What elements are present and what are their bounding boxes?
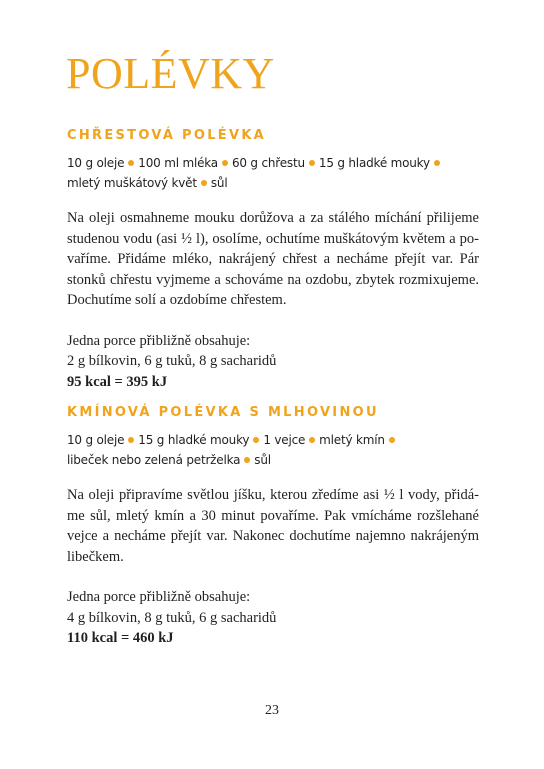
ingredient: 15 g hladké mouky (138, 433, 250, 447)
recipe-caraway-soup (67, 405, 479, 649)
ingredient-list (67, 430, 479, 470)
method-line: libečkem. (67, 548, 124, 565)
method-line: me sůl, mletý kmín a 30 minut povaříme. Pak vmícháme rozšlehané (67, 507, 479, 524)
bullet-dot-icon (309, 437, 315, 443)
ingredient-line (67, 450, 479, 470)
method-line: studenou vodu (asi ½ l), osolíme, ochutíme muškátovým květem a po- (67, 230, 479, 247)
bullet-dot-icon (434, 160, 440, 166)
nutrition-info (67, 331, 479, 393)
ingredient: 100 ml mléka (138, 156, 218, 170)
bullet-dot-icon (201, 180, 207, 186)
ingredient-line (67, 173, 479, 193)
bullet-dot-icon (244, 457, 250, 463)
ingredient: mletý muškátový květ (67, 176, 197, 190)
nutrition-intro: Jedna porce přibližně obsahuje: (67, 589, 251, 605)
recipe-title: CHŘESTOVÁ POLÉVKA (67, 128, 267, 143)
method-paragraph (67, 208, 479, 311)
page-title: POLÉVKY (66, 49, 275, 98)
recipe-asparagus-soup (67, 128, 479, 392)
ingredient-line (67, 430, 479, 450)
nutrition-values: 4 g bílkovin, 8 g tuků, 6 g sacharidů (67, 609, 277, 626)
ingredient: sůl (254, 453, 271, 467)
ingredient: libeček nebo zelená petrželka (67, 453, 241, 467)
nutrition-intro: Jedna porce přibližně obsahuje: (67, 332, 251, 349)
nutrition-values: 2 g bílkovin, 6 g tuků, 8 g sacharidů (67, 353, 277, 369)
ingredient: 10 g oleje (67, 156, 125, 170)
bullet-dot-icon (309, 160, 315, 166)
page-number: 23 (265, 703, 279, 718)
method-line: stonků chřestu vyjmeme a schováme na ozdobu, zbytek rozmixujeme. (67, 271, 479, 288)
ingredient-line (67, 153, 479, 173)
bullet-dot-icon (128, 437, 134, 443)
bullet-dot-icon (253, 437, 259, 443)
ingredient: 60 g chřestu (231, 156, 305, 170)
method-line: Na oleji připravíme světlou jíšku, kterou zředíme asi ½ l vody, přidá- (67, 487, 479, 503)
method-line: Na oleji osmahneme mouku dorůžova a za stálého míchání přilijeme (67, 210, 479, 226)
method-line: vejce a necháme přejít var. Nakonec dochutíme najemno nakrájeným (67, 528, 479, 544)
ingredient: 15 g hladké mouky (318, 156, 430, 170)
bullet-dot-icon (389, 437, 395, 443)
nutrition-info (67, 587, 479, 649)
ingredient: 10 g oleje (67, 433, 125, 447)
method-line: vaříme. Přidáme mléko, nakrájený chřest a necháme přejít var. Pár (67, 251, 479, 267)
energy-value: 95 kcal = 395 kJ (67, 373, 168, 390)
bullet-dot-icon (222, 160, 228, 166)
ingredient: mletý kmín (319, 433, 385, 447)
ingredient-list (67, 153, 479, 193)
recipe-title: KMÍNOVÁ POLÉVKA S MLHOVINOU (67, 405, 379, 420)
ingredient: 1 vejce (263, 433, 306, 447)
ingredient: sůl (210, 176, 228, 190)
method-line: Dochutíme solí a ozdobíme chřestem. (67, 292, 287, 308)
bullet-dot-icon (128, 160, 134, 166)
method-paragraph (67, 485, 479, 567)
energy-value: 110 kcal = 460 kJ (67, 630, 174, 646)
